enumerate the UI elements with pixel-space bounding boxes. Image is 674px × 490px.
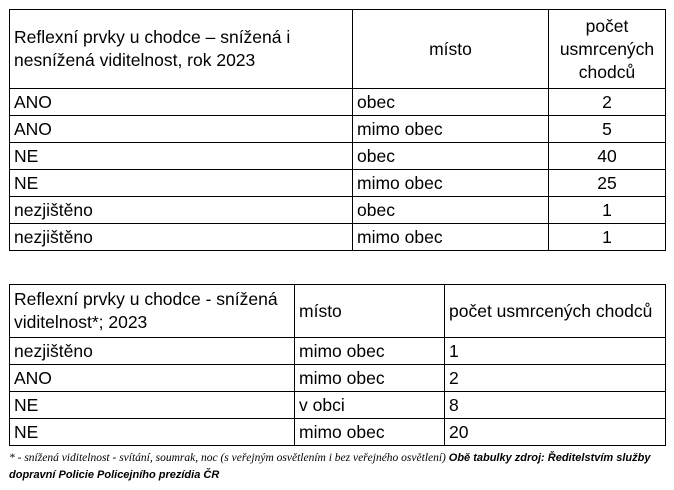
cell-location: mimo obec: [353, 224, 549, 251]
cell-location: obec: [353, 143, 549, 170]
cell-location: mimo obec: [295, 419, 445, 446]
cell-location: mimo obec: [353, 116, 549, 143]
footnote: [9, 450, 669, 484]
cell-location: v obci: [295, 392, 445, 419]
cell-count: 20: [445, 419, 666, 446]
cell-reflective: nezjištěno: [10, 197, 353, 224]
header-reflective-elements: Reflexní prvky u chodce – snížená i nesnížená viditelnost, rok 2023: [10, 10, 353, 89]
cell-count: 40: [549, 143, 666, 170]
table-row: [10, 224, 666, 251]
cell-count: 1: [445, 338, 666, 365]
table-row: [10, 197, 666, 224]
cell-location: mimo obec: [353, 170, 549, 197]
cell-count: 1: [549, 224, 666, 251]
header-location: místo: [353, 10, 549, 89]
header-fatalities: počet usmrcených chodců: [549, 10, 666, 89]
table-row: [10, 365, 666, 392]
table-row: [10, 338, 666, 365]
cell-reflective: NE: [10, 392, 295, 419]
cell-location: mimo obec: [295, 338, 445, 365]
footnote-text: * - snížená viditelnost - svítání, soumrak, noc (s veřejným osvětlením i bez veřejného osvětlení): [9, 452, 446, 464]
table-row: [10, 143, 666, 170]
pedestrian-reflective-elements-table-reduced-visibility: [9, 284, 666, 446]
cell-reflective: NE: [10, 143, 353, 170]
cell-count: 2: [445, 365, 666, 392]
header-reflective-elements: Reflexní prvky u chodce - snížená viditelnost*; 2023: [10, 285, 295, 338]
header-fatalities: počet usmrcených chodců: [445, 285, 666, 338]
cell-location: obec: [353, 89, 549, 116]
cell-reflective: NE: [10, 419, 295, 446]
header-location: místo: [295, 285, 445, 338]
cell-count: 25: [549, 170, 666, 197]
cell-location: obec: [353, 197, 549, 224]
table-row: [10, 116, 666, 143]
cell-reflective: nezjištěno: [10, 224, 353, 251]
cell-reflective: ANO: [10, 116, 353, 143]
cell-count: 8: [445, 392, 666, 419]
table-row: [10, 89, 666, 116]
cell-count: 5: [549, 116, 666, 143]
cell-count: 1: [549, 197, 666, 224]
pedestrian-reflective-elements-table-all-visibility: [9, 9, 666, 251]
table-header-row: [10, 10, 666, 89]
cell-reflective: NE: [10, 170, 353, 197]
cell-location: mimo obec: [295, 365, 445, 392]
table-row: [10, 170, 666, 197]
table-row: [10, 419, 666, 446]
cell-count: 2: [549, 89, 666, 116]
cell-reflective: nezjištěno: [10, 338, 295, 365]
cell-reflective: ANO: [10, 365, 295, 392]
table-header-row: [10, 285, 666, 338]
cell-reflective: ANO: [10, 89, 353, 116]
table-row: [10, 392, 666, 419]
source-note: Obě tabulky zdroj: Ředitelstvím služby dopravní Policie Policejního prezídia ČR: [9, 452, 651, 481]
